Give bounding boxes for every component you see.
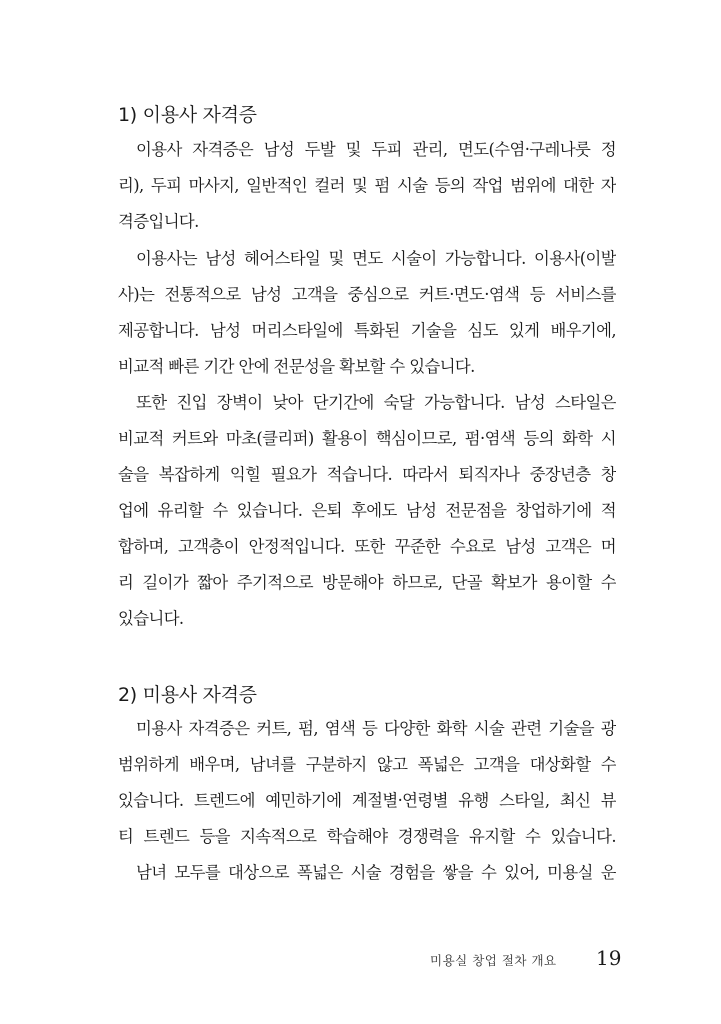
- section-title: 2) 미용사 자격증: [118, 684, 257, 706]
- page-number: 19: [596, 946, 622, 970]
- paragraph-line: 남녀 모두를 대상으로 폭넓은 시술 경험을 쌓을 수 있어, 미용실 운: [136, 863, 616, 882]
- paragraph-line: 리 길이가 짧아 주기적으로 방문해야 하므로, 단골 확보가 용이할 수: [118, 573, 616, 592]
- paragraph-line: 격증입니다.: [118, 212, 199, 231]
- paragraph-line: 미용사 자격증은 커트, 펌, 염색 등 다양한 화학 시술 관련 기술을 광: [136, 719, 616, 738]
- paragraph-line: 범위하게 배우며, 남녀를 구분하지 않고 폭넓은 고객을 대상화할 수: [118, 755, 616, 774]
- paragraph-line: 또한 진입 장벽이 낮아 단기간에 숙달 가능합니다. 남성 스타일은: [136, 393, 616, 412]
- paragraph-line: 술을 복잡하게 익힐 필요가 적습니다. 따라서 퇴직자나 중장년층 창: [118, 465, 616, 484]
- paragraph-line: 사)는 전통적으로 남성 고객을 중심으로 커트·면도·염색 등 서비스를: [118, 285, 616, 304]
- paragraph-line: 있습니다.: [118, 609, 184, 628]
- paragraph-line: 비교적 빠른 기간 안에 전문성을 확보할 수 있습니다.: [118, 357, 475, 376]
- paragraph-line: 있습니다. 트렌드에 예민하기에 계절별·연령별 유행 스타일, 최신 뷰: [118, 791, 616, 810]
- paragraph-line: 티 트렌드 등을 지속적으로 학습해야 경쟁력을 유지할 수 있습니다.: [118, 827, 616, 846]
- section-title: 1) 이용사 자격증: [118, 104, 257, 126]
- paragraph-line: 비교적 커트와 마초(클리퍼) 활용이 핵심이므로, 펌·염색 등의 화학 시: [118, 429, 616, 448]
- paragraph-line: 제공합니다. 남성 머리스타일에 특화된 기술을 심도 있게 배우기에,: [118, 321, 616, 340]
- running-footer-title: 미용실 창업 절차 개요: [430, 953, 557, 968]
- paragraph-line: 합하며, 고객층이 안정적입니다. 또한 꾸준한 수요로 남성 고객은 머: [118, 537, 616, 556]
- paragraph-line: 이용사는 남성 헤어스타일 및 면도 시술이 가능합니다. 이용사(이발: [136, 249, 616, 268]
- paragraph-line: 리), 두피 마사지, 일반적인 컬러 및 펌 시술 등의 작업 범위에 대한 자: [118, 176, 616, 195]
- paragraph-line: 업에 유리할 수 있습니다. 은퇴 후에도 남성 전문점을 창업하기에 적: [118, 501, 616, 520]
- paragraph-line: 이용사 자격증은 남성 두발 및 두피 관리, 면도(수염·구레나룻 정: [136, 140, 616, 159]
